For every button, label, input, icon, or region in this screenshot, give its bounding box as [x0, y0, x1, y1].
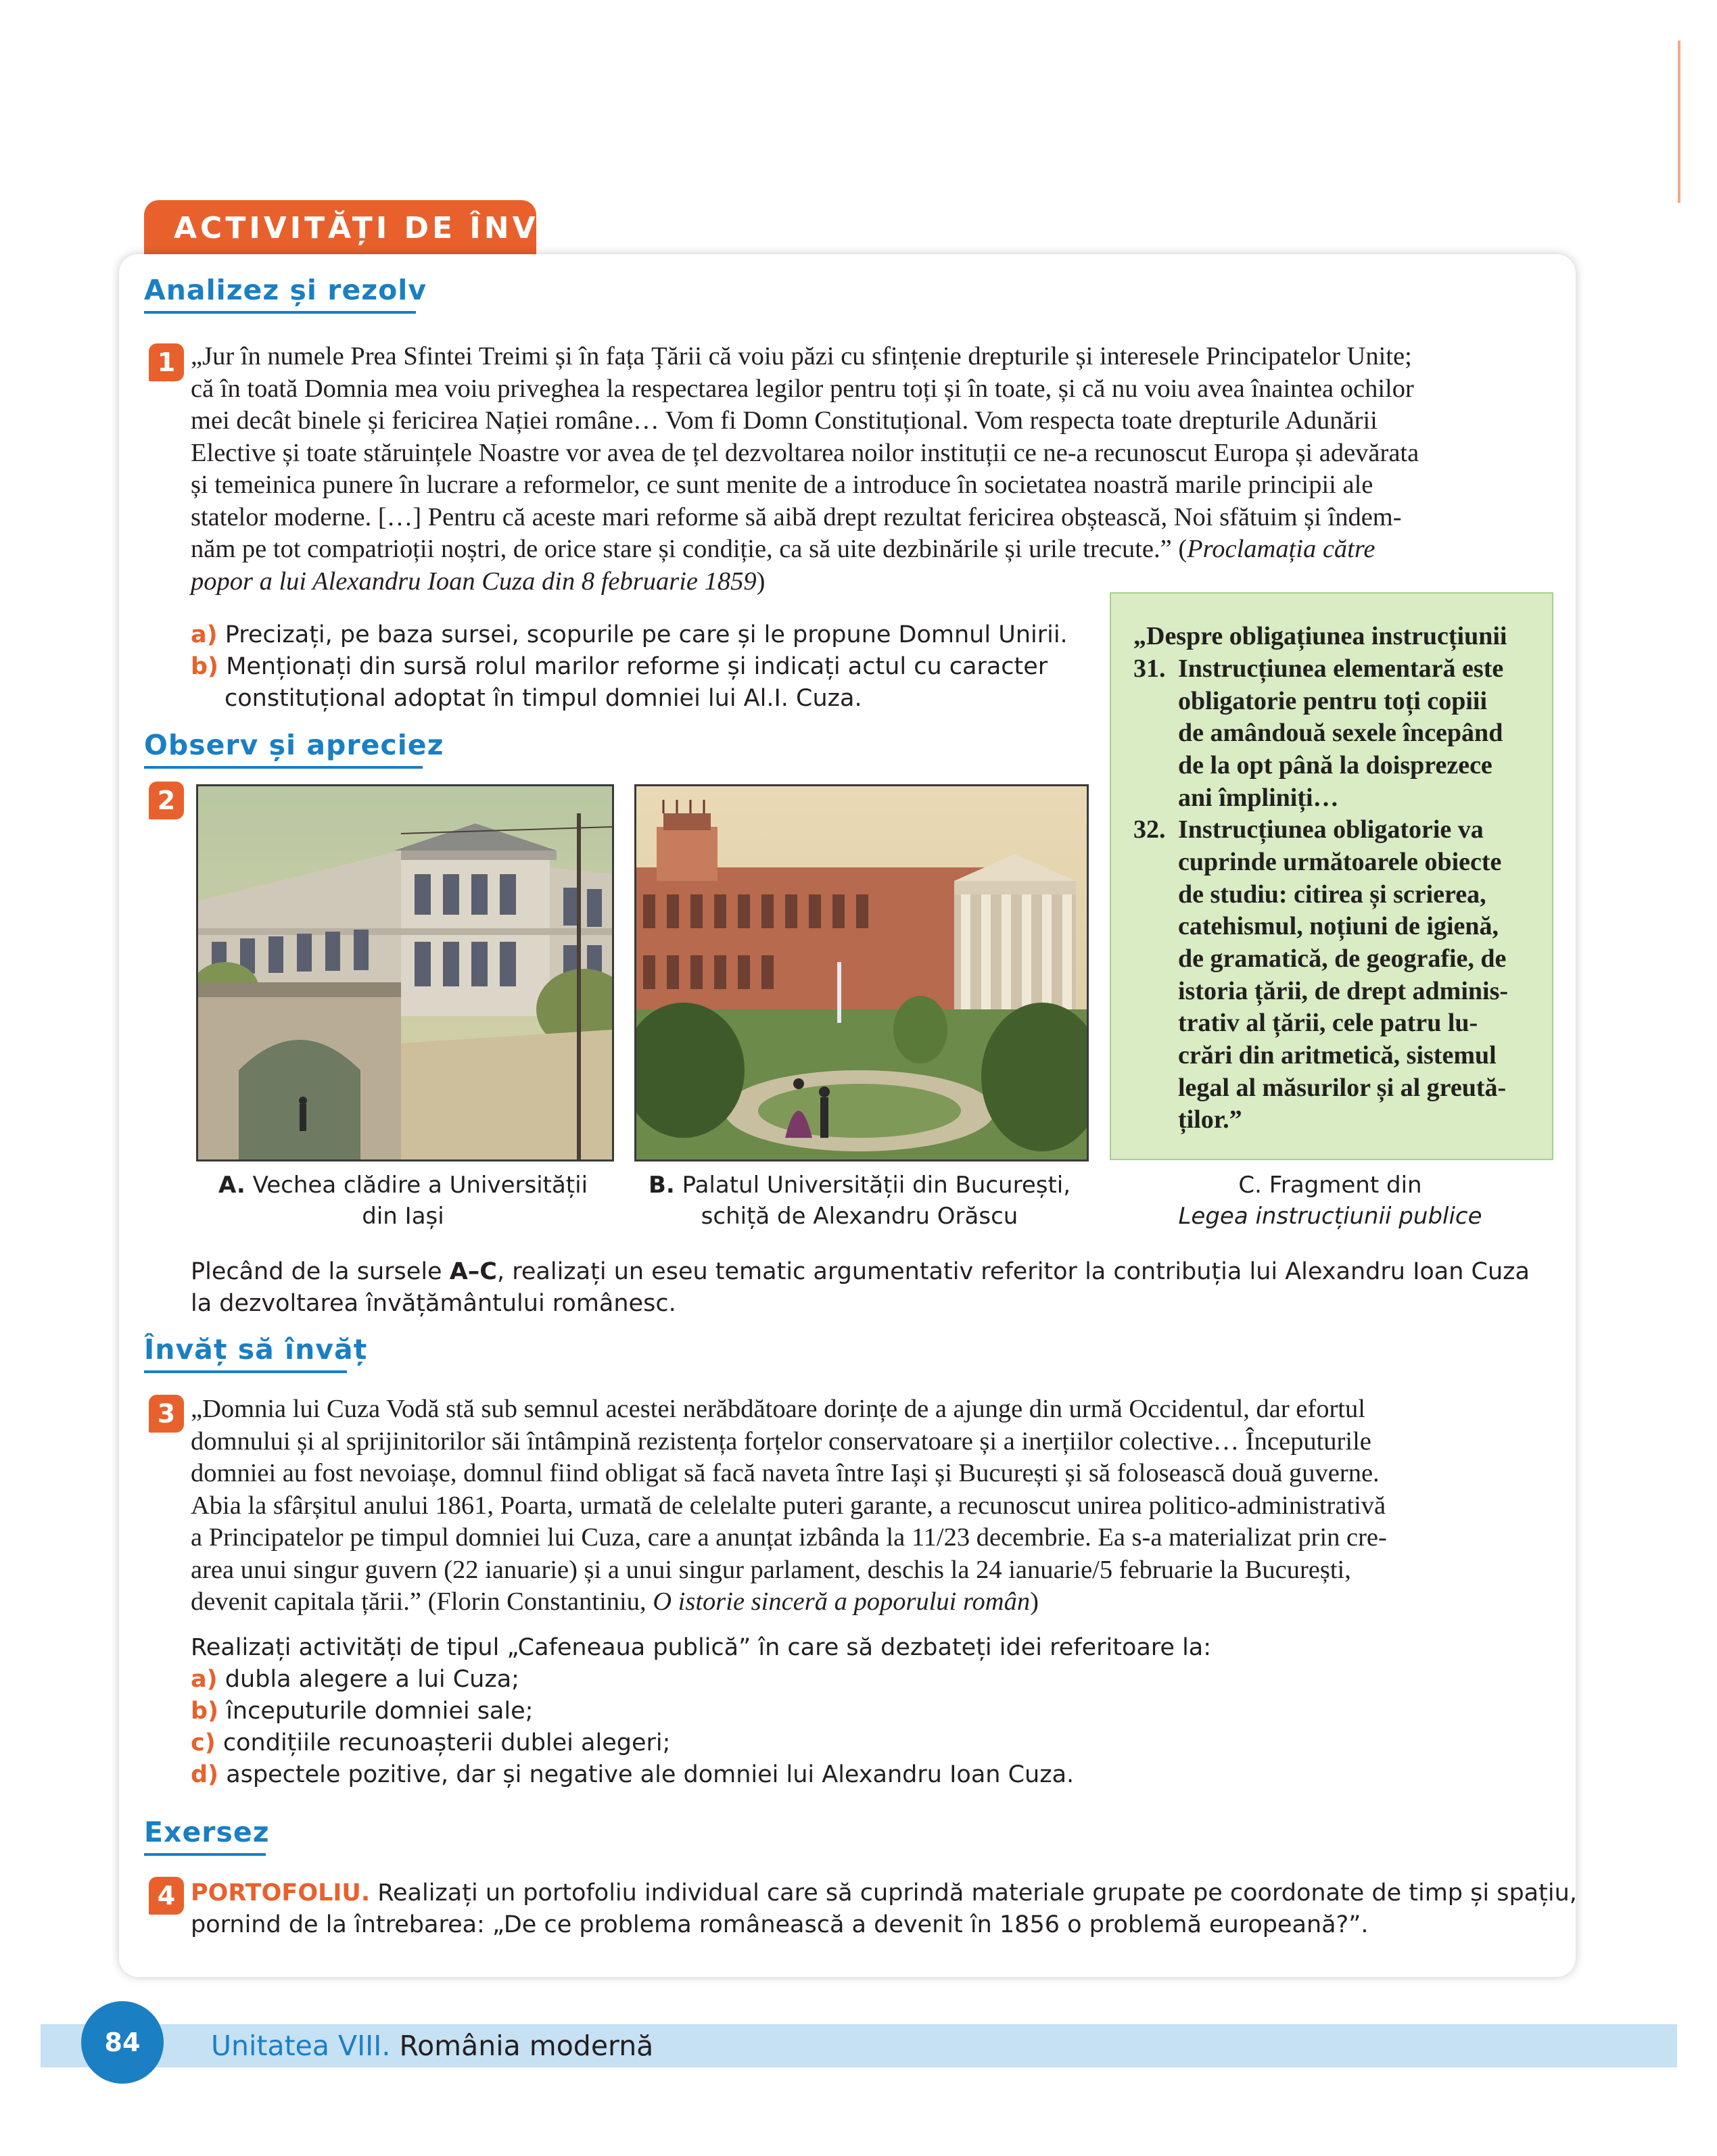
- heading-observ: Observ și apreciez: [144, 729, 444, 761]
- footer-unit-title: România modernă: [399, 2030, 654, 2062]
- article-31-number: 31.: [1133, 654, 1166, 683]
- law-line: de studiu: citirea și scrierea,: [1178, 880, 1486, 909]
- caption-c-line: C. Fragment din: [1238, 1172, 1422, 1199]
- ex3-item-text: dubla alegere a lui Cuza;: [225, 1666, 519, 1693]
- ex1-source-close: ): [756, 567, 766, 596]
- heading-underline: [144, 1370, 347, 1373]
- caption-b: [634, 1170, 1085, 1232]
- ex4-text: Realizați un portofoliu individual care să cuprindă materiale grupate pe coordonate de timp și spațiu,: [370, 1879, 1577, 1907]
- exercise-number-4: 4: [149, 1877, 184, 1915]
- ex1-quote-line: Elective și toate stăruințele Noastre vor avea de țel dezvoltarea noilor instituții ce ne-a recunoscut Europa și adevărata: [191, 438, 1419, 467]
- iasi-university-illustration: [198, 786, 612, 1159]
- ex3-source-line: [191, 1586, 1550, 1619]
- heading-analizez: Analizez și rezolv: [144, 274, 427, 306]
- ex3-quote: [191, 1393, 1550, 1619]
- caption-b-letter: B.: [648, 1172, 675, 1199]
- ex3-source-close: ): [1030, 1587, 1039, 1616]
- ex2-task-text-cont: , realizați un eseu tematic argumentativ referitor la contribuția lui Alexandru Ioan Cuza: [497, 1258, 1530, 1285]
- ex2-task-line-1: [191, 1256, 1530, 1288]
- ex2-task-line-2: la dezvoltarea învățământului românesc.: [191, 1290, 676, 1317]
- ex3-item: [191, 1664, 519, 1696]
- page-number: 84: [81, 2001, 164, 2084]
- ex3-item-label: c): [191, 1729, 216, 1756]
- section-tab: [144, 200, 663, 256]
- ex1-quote-line: [191, 533, 1550, 566]
- law-line: de gramatică, de geografie, de: [1178, 944, 1507, 973]
- caption-b-line-2: schiță de Alexandru Orăscu: [701, 1203, 1018, 1230]
- law-line: cuprinde următoarele obiecte: [1178, 848, 1502, 876]
- section-tab-label: ACTIVITĂȚI DE ÎNVĂȚARE: [174, 211, 663, 245]
- heading-exersez: Exersez: [144, 1816, 270, 1848]
- caption-a-letter: A.: [218, 1172, 245, 1199]
- ex1-a-text: Precizați, pe baza sursei, scopurile pe care și le propune Domnul Unirii.: [225, 621, 1068, 648]
- heading-invat: Învăț să învăț: [144, 1333, 368, 1366]
- ex3-item: [191, 1696, 533, 1727]
- ex2-task-sources: A–C: [449, 1258, 497, 1285]
- ex1-quote-line: statelor moderne. […] Pentru că aceste mari reforme să aibă drept rezultat fericirea obștească, Noi sfătuim și îndem-: [191, 502, 1402, 531]
- ex1-b-text: Menționați din sursă rolul marilor reforme și indicați actul cu caracter: [226, 653, 1048, 680]
- exercise-number-1: 1: [149, 343, 184, 381]
- law-title: „Despre obligațiunea instrucțiunii: [1133, 622, 1507, 650]
- caption-c: [1110, 1170, 1551, 1232]
- caption-a-text: Vechea clădire a Universității: [252, 1172, 588, 1199]
- heading-underline: [144, 1853, 266, 1856]
- ex3-item-text: condițiile recunoașterii dublei alegeri;: [222, 1729, 671, 1756]
- footer-unit-number: Unitatea VIII.: [211, 2030, 391, 2062]
- caption-a-line: [196, 1170, 610, 1201]
- ex1-question-b: [191, 651, 1048, 683]
- ex1-b-label: b): [191, 653, 219, 680]
- caption-a: [196, 1170, 610, 1232]
- ex3-quote-line: domniei au fost nevoiașe, domnul fiind obligat să facă naveta între Iași și București și să folosească două guverne.: [191, 1459, 1380, 1487]
- ex3-item: [191, 1759, 1074, 1791]
- ex1-quote-line: că în toată Domnia mea voiu priveghea la respectarea legilor pentru toți și în toate, și că nu voiu avea înaintea ochilor: [191, 374, 1414, 403]
- footer-unit: [211, 2026, 653, 2066]
- law-line: Instrucțiunea obligatorie va: [1178, 815, 1484, 844]
- ex1-quote: [191, 341, 1550, 598]
- caption-b-line: [634, 1170, 1085, 1201]
- law-line: obligatorie pentru toți copiii: [1178, 687, 1488, 715]
- ex1-quote-line: și temeinica punere în lucrare a reformelor, ce sunt menite de a introduce în societatea noastră marile principii ale: [191, 471, 1373, 499]
- law-line: ților.”: [1178, 1105, 1242, 1134]
- law-line: de amândouă sexele începând: [1178, 719, 1503, 747]
- photo-bucharest-university: [634, 784, 1089, 1161]
- law-line: catehismul, noțiuni de igienă,: [1178, 912, 1499, 940]
- ex1-b-text-cont: constituțional adoptat în timpul domniei lui Al.I. Cuza.: [225, 685, 862, 712]
- ex1-quote-line: mei decât binele și fericirea Nației române… Vom fi Domn Constituțional. Vom respecta toate drepturile Adunării: [191, 406, 1378, 435]
- ex3-item-text: începuturile domniei sale;: [226, 1698, 534, 1725]
- ex2-task-text: Plecând de la sursele: [191, 1258, 450, 1285]
- photo-iasi-university: [196, 784, 614, 1161]
- ex3-quote-line: domnului și al sprijinitorilor săi întâmpină rezistența forțelor conservatoare și a inerțiilor colective… Începuturile: [191, 1427, 1371, 1456]
- ex1-quote-line-text: năm pe tot compatrioții noștri, de orice stare și condiție, ca să uite dezbinările și urile trecute.” (: [191, 535, 1187, 563]
- page-edge-marker: [1678, 41, 1680, 203]
- law-line: crări din aritmetică, sistemul: [1178, 1041, 1497, 1070]
- ex3-source-title: O istorie sinceră a poporului român: [653, 1587, 1031, 1616]
- caption-c-line-2: Legea instrucțiunii publice: [1178, 1203, 1482, 1230]
- article-32-number: 32.: [1133, 815, 1166, 844]
- law-line: trativ al țării, cele patru lu-: [1178, 1009, 1478, 1037]
- ex3-item-label: d): [191, 1761, 219, 1788]
- ex3-instruction: Realizați activități de tipul „Cafeneaua publică” în care să dezbateți idei referitoare la:: [191, 1634, 1212, 1661]
- ex3-item-label: b): [191, 1698, 219, 1725]
- law-line: legal al măsurilor și al greută-: [1178, 1074, 1507, 1102]
- ex1-question-a: [191, 619, 1068, 651]
- ex4-line-2: pornind de la întrebarea: „De ce problema românească a devenit în 1856 o problemă europeană?”.: [191, 1911, 1369, 1938]
- ex1-source-title-cont: popor a lui Alexandru Ioan Cuza din 8 februarie 1859: [191, 567, 757, 596]
- bucharest-university-illustration: [636, 786, 1087, 1159]
- law-line: istoria țării, de drept adminis-: [1178, 977, 1509, 1005]
- caption-a-line-2: din Iași: [362, 1203, 444, 1230]
- ex1-source-title: Proclamația către: [1187, 535, 1375, 563]
- law-line: Instrucțiunea elementară este: [1178, 654, 1504, 683]
- heading-underline: [144, 766, 423, 769]
- heading-underline: [144, 311, 416, 314]
- ex4-line-1: [191, 1877, 1577, 1909]
- law-line: ani împliniți…: [1178, 784, 1339, 812]
- ex3-quote-line: „Domnia lui Cuza Vodă stă sub semnul acestei nerăbdătoare dorințe de a ajunge din urmă Occidentul, dar efortul: [191, 1395, 1365, 1423]
- ex1-quote-line: „Jur în numele Prea Sfintei Treimi și în fața Țării că voiu păzi cu sfințenie drepturile și interesele Principatelor Unite;: [191, 342, 1412, 370]
- ex3-quote-line: Abia la sfârșitul anului 1861, Poarta, urmată de celelalte puteri garante, a recunoscut unirea politico-administrativă: [191, 1491, 1386, 1520]
- ex1-a-label: a): [191, 621, 218, 648]
- ex3-item-label: a): [191, 1666, 218, 1693]
- ex3-last-line: devenit capitala țării.” (Florin Constantiniu,: [191, 1587, 653, 1616]
- caption-b-text: Palatul Universității din București,: [682, 1172, 1071, 1199]
- ex3-quote-line: a Principatelor pe timpul domniei lui Cuza, care a anunțat izbânda la 11/23 decembrie. Ea s-a materializat prin cre-: [191, 1523, 1387, 1552]
- ex4-label: PORTOFOLIU.: [191, 1879, 371, 1907]
- ex3-item: [191, 1727, 670, 1759]
- exercise-number-2: 2: [149, 782, 184, 819]
- ex3-item-text: aspectele pozitive, dar și negative ale domniei lui Alexandru Ioan Cuza.: [226, 1761, 1075, 1788]
- law-line: de la opt până la doisprezece: [1178, 751, 1492, 780]
- exercise-number-3: 3: [149, 1395, 184, 1433]
- ex3-quote-line: area unui singur guvern (22 ianuarie) și a unui singur parlament, deschis la 24 ianuarie/5 februarie la București,: [191, 1555, 1351, 1584]
